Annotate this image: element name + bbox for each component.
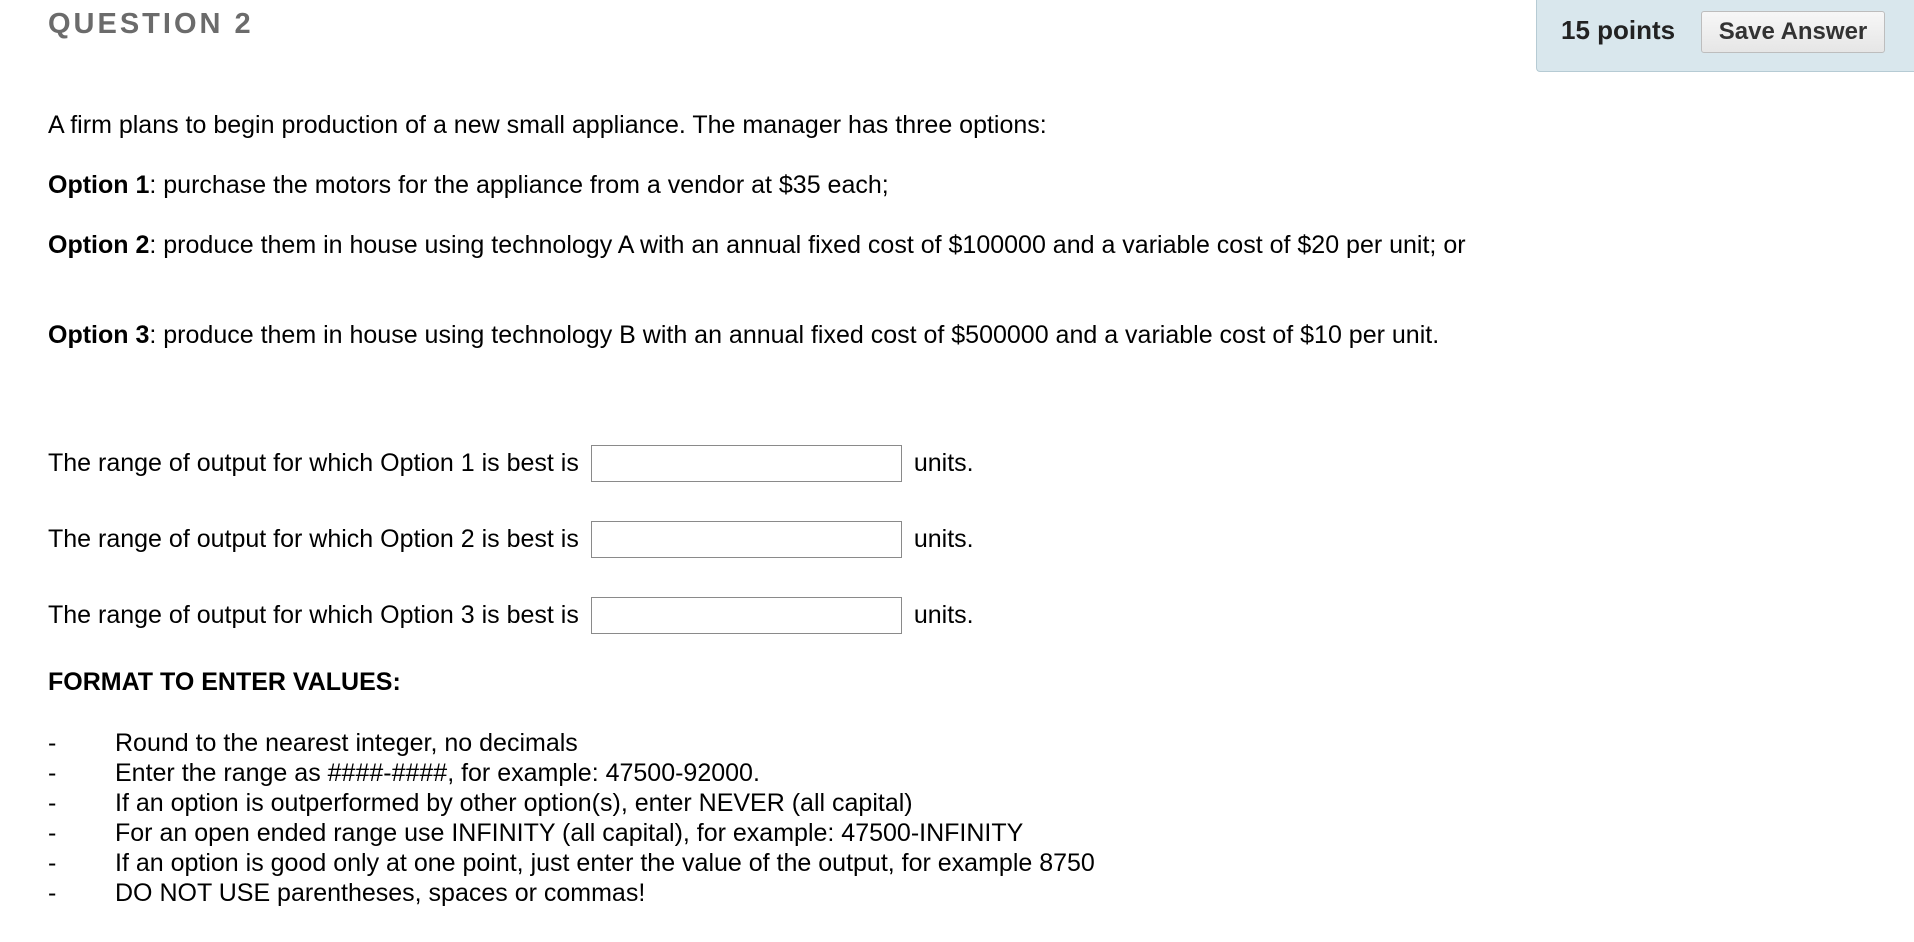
option-1-label: Option 1: [48, 171, 150, 199]
points-value: 15 points: [1561, 15, 1676, 45]
format-rule-text: For an open ended range use INFINITY (all capital), for example: 47500-INFINITY: [115, 819, 1024, 847]
option-3-text: [48, 320, 1468, 350]
format-rule-text: Enter the range as ####-####, for example: 47500-92000.: [115, 759, 760, 787]
answer-row-option-3: [48, 594, 974, 634]
option-3-description: : produce them in house using technology B with an annual fixed cost of $500000 and a variable cost of $10 per unit.: [149, 321, 1440, 349]
bullet-dash: -: [48, 789, 57, 817]
answer-prompt-option-1: The range of output for which Option 1 is best is: [48, 449, 579, 478]
answer-unit-option-3: units.: [913, 601, 974, 630]
option-2-text: [48, 230, 1468, 260]
option-1-text: [48, 170, 1468, 200]
bullet-dash: -: [48, 759, 57, 787]
answer-input-option-2[interactable]: [591, 521, 902, 558]
question-title: QUESTION 2: [48, 8, 254, 40]
answer-unit-option-1: units.: [913, 449, 974, 478]
intro-text: A firm plans to begin production of a new small appliance. The manager has three options:: [48, 111, 1047, 139]
option-3-label: Option 3: [48, 321, 150, 349]
answer-row-option-1: [48, 442, 974, 482]
answer-prompt-option-3: The range of output for which Option 3 is best is: [48, 601, 579, 630]
format-rule-text: If an option is outperformed by other option(s), enter NEVER (all capital): [115, 789, 913, 817]
answer-input-option-3[interactable]: [591, 597, 902, 634]
format-title: FORMAT TO ENTER VALUES:: [48, 668, 401, 696]
option-2-label: Option 2: [48, 231, 150, 259]
option-1-description: : purchase the motors for the appliance from a vendor at $35 each;: [149, 171, 889, 199]
save-answer-button[interactable]: Save Answer: [1701, 11, 1885, 53]
bullet-dash: -: [48, 849, 57, 877]
bullet-dash: -: [48, 879, 57, 907]
answer-row-option-2: [48, 518, 974, 558]
format-rule-text: Round to the nearest integer, no decimals: [115, 729, 578, 757]
format-rule-text: DO NOT USE parentheses, spaces or commas!: [115, 879, 646, 907]
answer-prompt-option-2: The range of output for which Option 2 is best is: [48, 525, 579, 554]
answer-unit-option-2: units.: [913, 525, 974, 554]
format-rule-text: If an option is good only at one point, just enter the value of the output, for example 8750: [115, 849, 1095, 877]
bullet-dash: -: [48, 819, 57, 847]
answer-input-option-1[interactable]: [591, 445, 902, 482]
points-panel: [1536, 0, 1914, 72]
bullet-dash: -: [48, 729, 57, 757]
option-2-description: : produce them in house using technology A with an annual fixed cost of $100000 and a variable cost of $20 per unit; or: [149, 231, 1466, 259]
